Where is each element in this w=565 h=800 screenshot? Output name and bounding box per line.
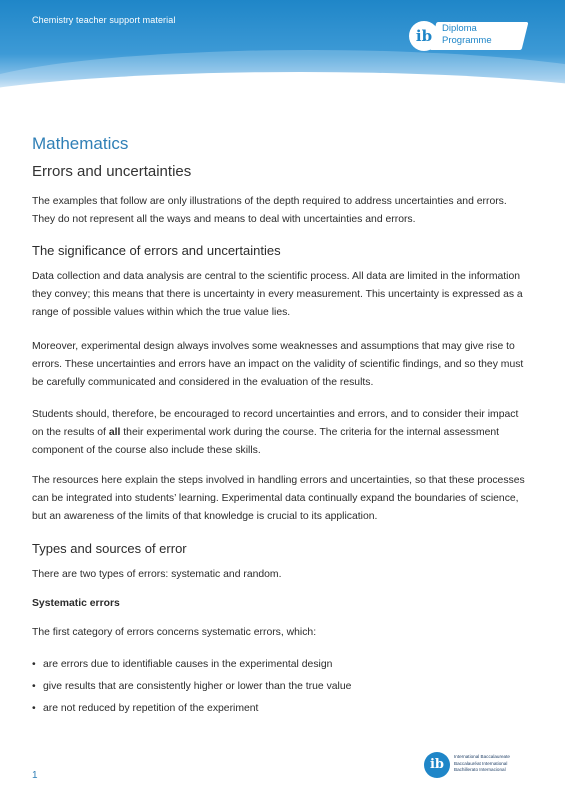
programme-line-1: Diploma	[442, 23, 477, 34]
systematic-heading: Systematic errors	[32, 598, 120, 609]
significance-paragraph-4: The resources here explain the steps involved in handling errors and uncertainties, so that these processes can be integrated into students’ learning. Experimental data continually expand the boundaries of science, but an awareness of the limits of that knowledge is crucial to its application.	[32, 475, 525, 522]
bullet-icon: •	[32, 681, 36, 692]
ib-logo-icon: ib	[409, 21, 439, 51]
list-item	[32, 656, 532, 678]
org-name-es: Bachillerato Internacional	[454, 767, 506, 772]
significance-paragraph-3	[32, 406, 532, 460]
systematic-error-list	[32, 656, 532, 722]
diploma-programme-logo	[409, 21, 519, 51]
systematic-intro: The first category of errors concerns systematic errors, which:	[32, 627, 317, 638]
intro-paragraph: The examples that follow are only illustrations of the depth required to address uncertainties and errors. They do not represent all the ways and means to deal with uncertainties and errors.	[32, 196, 507, 225]
ib-footer-logo	[424, 752, 536, 782]
bullet-icon: •	[32, 703, 36, 714]
significance-heading: The significance of errors and uncertainties	[32, 243, 281, 258]
list-item-text: are not reduced by repetition of the experiment	[43, 703, 259, 714]
list-item-text: give results that are consistently higher or lower than the true value	[43, 681, 352, 692]
support-material-label: Chemistry teacher support material	[32, 15, 176, 25]
header-band	[0, 0, 565, 98]
ib-organisation-names	[454, 754, 510, 774]
significance-paragraph-2: Moreover, experimental design always involves some weaknesses and assumptions that may give rise to errors. These uncertainties and errors have an impact on the validity of scientific findings, and so they must be carefully communicated and considered in the evaluation of the results.	[32, 341, 524, 388]
list-item	[32, 678, 532, 700]
ib-logo-icon: ib	[424, 752, 450, 778]
programme-name	[442, 23, 492, 47]
types-heading: Types and sources of error	[32, 541, 187, 556]
page-subtitle: Errors and uncertainties	[32, 163, 192, 180]
org-name-fr: Baccalauréat International	[454, 760, 508, 766]
p3-text-start: Students should, therefore, be encouraged to record uncertainties and errors, and to consider their impact on the results of	[32, 409, 519, 438]
list-item-text: are errors due to identifiable causes in the experimental design	[43, 659, 333, 670]
page-number: 1	[32, 770, 38, 781]
list-item	[32, 700, 532, 722]
org-name-en: International Baccalaureate	[454, 754, 510, 759]
significance-paragraph-1: Data collection and data analysis are central to the scientific process. All data are limited in the information they convey; this means that there is uncertainty in every measurement. This uncertainty is expressed as a range of possible values within which the true value lies.	[32, 271, 523, 318]
programme-line-2: Programme	[442, 35, 492, 46]
types-paragraph: There are two types of errors: systematic and random.	[32, 569, 282, 580]
bullet-icon: •	[32, 659, 36, 670]
p3-emphasis: all	[108, 427, 121, 438]
section-title: Mathematics	[32, 134, 129, 153]
p3-text-end: their experimental work during the course. The criteria for the internal assessment component of the course also include these skills.	[32, 427, 500, 456]
